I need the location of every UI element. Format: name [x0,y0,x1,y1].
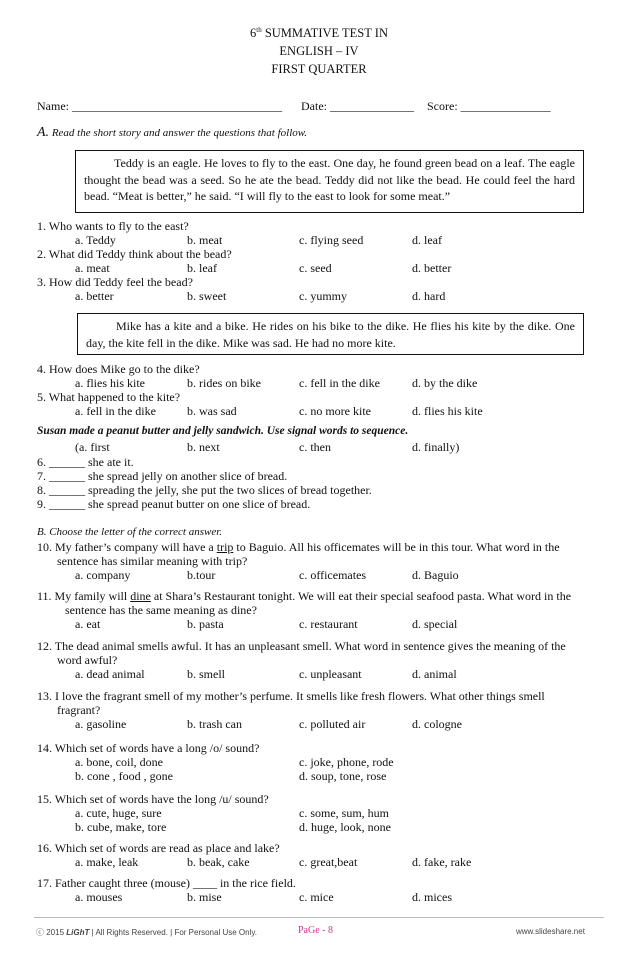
q3-option-d[interactable]: d. hard [412,289,446,303]
q4-option-a[interactable]: a. flies his kite [75,376,145,390]
sequence-option-d: d. finally) [412,440,460,454]
q13-option-d[interactable]: d. cologne [412,717,462,731]
q5-option-b[interactable]: b. was sad [187,404,237,418]
q1-option-d[interactable]: d. leaf [412,233,442,247]
q14-option-b[interactable]: b. cone , food , gone [75,769,173,783]
q1-option-a[interactable]: a. Teddy [75,233,116,247]
q14-option-d[interactable]: d. soup, tone, rose [299,769,387,783]
q2-option-d[interactable]: d. better [412,261,452,275]
q10-option-d[interactable]: d. Baguio [412,568,459,582]
q10-option-b[interactable]: b.tour [187,568,216,582]
score-field[interactable]: Score: _______________ [427,99,551,113]
name-field[interactable]: Name: ___________________________________ [37,99,282,113]
question-10: 10. My father’s company will have a trip to Baguio. All his officemates will be in this tour. What word in the [37,540,560,554]
q5-option-a[interactable]: a. fell in the dike [75,404,156,418]
sequence-option-a: (a. first [75,440,110,454]
question-10-cont: sentence has similar meaning with trip? [57,554,248,568]
title-line-1: 6th SUMMATIVE TEST IN [250,26,388,41]
title-line-3: FIRST QUARTER [271,62,367,76]
question-3: 3. How did Teddy feel the bead? [37,275,193,289]
question-1: 1. Who wants to fly to the east? [37,219,189,233]
q11-option-c[interactable]: c. restaurant [299,617,358,631]
question-2: 2. What did Teddy think about the bead? [37,247,232,261]
q14-option-a[interactable]: a. bone, coil, done [75,755,163,769]
date-field[interactable]: Date: ______________ [301,99,414,113]
sequence-item-6[interactable]: 6. ______ she ate it. [37,455,134,469]
q13-option-c[interactable]: c. polluted air [299,717,366,731]
q3-option-c[interactable]: c. yummy [299,289,347,303]
question-5: 5. What happened to the kite? [37,390,181,404]
q11-option-a[interactable]: a. eat [75,617,101,631]
q1-option-c[interactable]: c. flying seed [299,233,364,247]
title-line-2: ENGLISH – IV [279,44,359,58]
footer-page-number: PaGe - 8 [298,925,333,936]
q15-option-b[interactable]: b. cube, make, tore [75,820,167,834]
sequence-option-b: b. next [187,440,220,454]
q15-option-d[interactable]: d. huge, look, none [299,820,391,834]
footer-site-link[interactable]: www.slideshare.net [516,927,585,936]
question-14: 14. Which set of words have a long /o/ sound? [37,741,260,755]
q15-option-c[interactable]: c. some, sum, hum [299,806,389,820]
q17-option-d[interactable]: d. mices [412,890,452,904]
q5-option-d[interactable]: d. flies his kite [412,404,483,418]
sequence-heading: Susan made a peanut butter and jelly sandwich. Use signal words to sequence. [37,425,409,437]
q4-option-d[interactable]: d. by the dike [412,376,478,390]
q12-option-d[interactable]: d. animal [412,667,457,681]
section-b-heading: B. Choose the letter of the correct answer. [37,526,223,538]
question-12-cont: word awful? [57,653,118,667]
q12-option-c[interactable]: c. unpleasant [299,667,362,681]
q3-option-b[interactable]: b. sweet [187,289,227,303]
q17-option-c[interactable]: c. mice [299,890,334,904]
question-13-cont: fragrant? [57,703,101,717]
q2-option-b[interactable]: b. leaf [187,261,217,275]
story-mike: Mike has a kite and a bike. He rides on his bike to the dike. He flies his kite by the dike. One day, the kite fell in the dike. Mike was sad. He had no more kite. [77,313,584,355]
section-a-heading: A. Read the short story and answer the questions that follow. [37,125,308,140]
sequence-item-9[interactable]: 9. ______ she spread peanut butter on one slice of bread. [37,497,311,511]
question-13: 13. I love the fragrant smell of my mother’s perfume. It smells like fresh flowers. What other things smell [37,689,545,703]
q4-option-c[interactable]: c. fell in the dike [299,376,380,390]
q12-option-a[interactable]: a. dead animal [75,667,145,681]
q16-option-c[interactable]: c. great,beat [299,855,358,869]
q15-option-a[interactable]: a. cute, huge, sure [75,806,162,820]
q5-option-c[interactable]: c. no more kite [299,404,371,418]
question-15: 15. Which set of words have the long /u/ sound? [37,792,269,806]
question-16: 16. Which set of words are read as place and lake? [37,841,280,855]
footer-copyright: ⓒ 2015 LiGhT | All Rights Reserved. | For Personal Use Only. [36,928,257,937]
story-teddy: Teddy is an eagle. He loves to fly to the east. One day, he found green bead on a leaf. The eagle thought the bead was a seed. So he ate the bead. Teddy did not like the bead. He could feel the hard bead. “Meat is better,” he said. “I will fly to the east to look for some meat.” [75,150,584,213]
q2-option-a[interactable]: a. meat [75,261,110,275]
q14-option-c[interactable]: c. joke, phone, rode [299,755,394,769]
q17-option-a[interactable]: a. mouses [75,890,123,904]
q3-option-a[interactable]: a. better [75,289,114,303]
question-11: 11. My family will dine at Shara’s Restaurant tonight. We will eat their special seafood pasta. What word in the [37,589,572,603]
question-17: 17. Father caught three (mouse) ____ in the rice field. [37,876,296,890]
q1-option-b[interactable]: b. meat [187,233,223,247]
q10-option-c[interactable]: c. officemates [299,568,367,582]
question-11-cont: sentence has the same meaning as dine? [65,603,257,617]
q11-option-d[interactable]: d. special [412,617,458,631]
sequence-option-c: c. then [299,440,331,454]
q16-option-d[interactable]: d. fake, rake [412,855,472,869]
footer-divider [34,917,604,918]
sequence-item-7[interactable]: 7. ______ she spread jelly on another slice of bread. [37,469,288,483]
q11-option-b[interactable]: b. pasta [187,617,224,631]
q17-option-b[interactable]: b. mise [187,890,222,904]
q10-option-a[interactable]: a. company [75,568,131,582]
q13-option-b[interactable]: b. trash can [187,717,242,731]
question-4: 4. How does Mike go to the dike? [37,362,200,376]
q2-option-c[interactable]: c. seed [299,261,332,275]
q4-option-b[interactable]: b. rides on bike [187,376,261,390]
q16-option-a[interactable]: a. make, leak [75,855,139,869]
q13-option-a[interactable]: a. gasoline [75,717,127,731]
sequence-item-8[interactable]: 8. ______ spreading the jelly, she put the two slices of bread together. [37,483,372,497]
q12-option-b[interactable]: b. smell [187,667,225,681]
q16-option-b[interactable]: b. beak, cake [187,855,250,869]
question-12: 12. The dead animal smells awful. It has an unpleasant smell. What word in sentence gives the meaning of the [37,639,566,653]
